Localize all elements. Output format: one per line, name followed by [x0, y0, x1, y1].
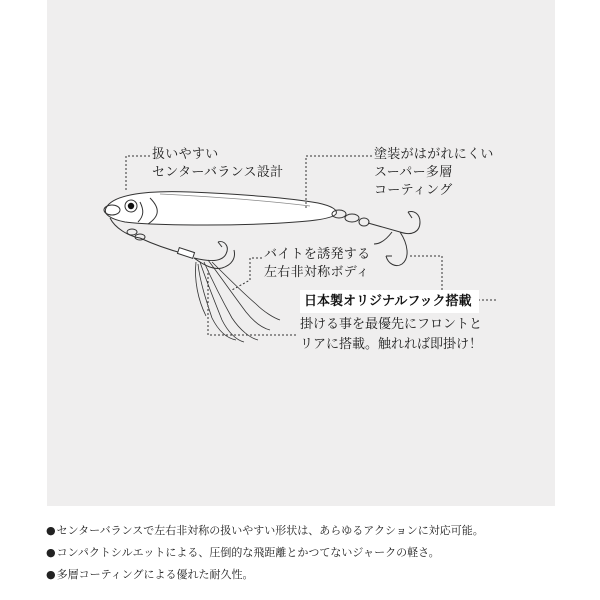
feature-text: コンパクトシルエットによる、圧倒的な飛距離とかつてないジャークの軽さ。: [56, 546, 440, 559]
bullet-icon: ●: [46, 546, 56, 559]
lure-eye-icon: [125, 200, 137, 212]
feature-item: [46, 520, 566, 542]
callout-balance-line1: 扱いやすい: [152, 147, 219, 162]
callout-hook-description: [300, 315, 482, 355]
callout-coating-line2: スーパー多層: [374, 165, 453, 180]
bullet-icon: ●: [46, 524, 56, 537]
feature-item: [46, 542, 566, 564]
lure-body: [105, 192, 336, 225]
front-assist-hook: [140, 238, 235, 269]
callout-asymmetric-body: [264, 246, 370, 282]
feature-text: センターバランスで左右非対称の扱いやすい形状は、あらゆるアクションに対応可能。: [56, 524, 484, 537]
callout-coating-line1: 塗装がはがれにくい: [374, 147, 494, 162]
feature-list: [46, 520, 566, 586]
bullet-icon: ●: [46, 568, 56, 581]
callout-hook-line1: 掛ける事を最優先にフロントと: [300, 317, 483, 332]
callout-center-balance: [152, 146, 283, 182]
callout-balance-line2: センターバランス設計: [152, 165, 284, 180]
callout-hook-line2: リアに搭載。触れれば即掛け！: [300, 337, 483, 352]
callout-original-hooks: [300, 290, 482, 355]
feature-text: 多層コーティングによる優れた耐久性。: [56, 568, 254, 581]
callout-hook-title: 日本製オリジナルフック搭載: [300, 290, 479, 313]
callout-coating-line3: コーティング: [374, 183, 453, 198]
feature-item: [46, 564, 566, 586]
callout-body-line2: 左右非対称ボディ: [264, 265, 370, 280]
callout-body-line1: バイトを誘発する: [264, 247, 371, 262]
callout-coating: [374, 146, 494, 200]
